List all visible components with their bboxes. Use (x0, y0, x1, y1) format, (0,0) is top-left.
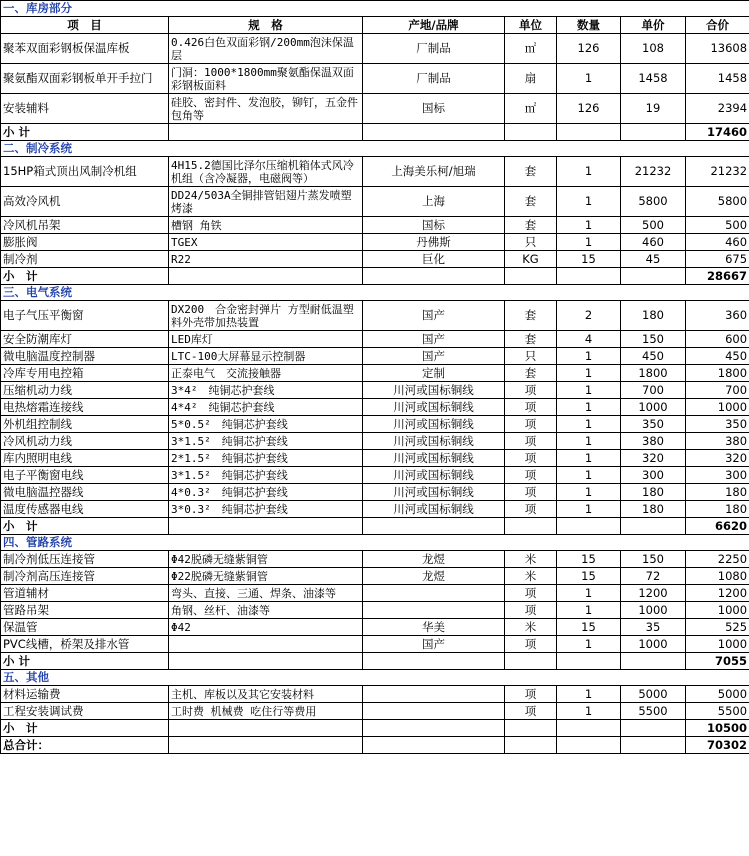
subtotal-value: 7055 (686, 653, 749, 670)
item-total: 5500 (686, 703, 749, 720)
item-name: 安装辅料 (1, 94, 169, 124)
header-item: 项 目 (1, 17, 169, 34)
item-total: 500 (686, 217, 749, 234)
item-origin: 川河或国标铜线 (363, 484, 505, 501)
item-spec: 4H15.2德国比泽尔压缩机箱体式风冷机组（含冷凝器，电磁阀等） (169, 157, 363, 187)
section-title: 四、管路系统 (1, 535, 749, 551)
header-total: 合价 (686, 17, 749, 34)
item-qty: 1 (557, 217, 621, 234)
item-price: 72 (621, 568, 686, 585)
item-unit: 项 (505, 686, 557, 703)
item-price: 1200 (621, 585, 686, 602)
item-total: 1000 (686, 602, 749, 619)
empty-cell (363, 124, 505, 141)
subtotal-label: 小 计 (1, 124, 169, 141)
item-unit: 项 (505, 416, 557, 433)
empty-cell (363, 737, 505, 754)
item-unit: 套 (505, 187, 557, 217)
header-unit: 单位 (505, 17, 557, 34)
subtotal-value: 6620 (686, 518, 749, 535)
section-title: 五、其他 (1, 670, 749, 686)
header-spec: 规 格 (169, 17, 363, 34)
item-spec: 门洞：1000*1800mm聚氨酯保温双面彩钢板面料 (169, 64, 363, 94)
item-total: 675 (686, 251, 749, 268)
item-qty: 1 (557, 365, 621, 382)
item-origin: 川河或国标铜线 (363, 416, 505, 433)
item-unit: 项 (505, 585, 557, 602)
subtotal-row (1, 518, 749, 535)
item-origin (363, 602, 505, 619)
item-name: 保温管 (1, 619, 169, 636)
table-row (1, 551, 749, 568)
item-unit: 项 (505, 382, 557, 399)
item-spec: TGEX (169, 234, 363, 251)
empty-cell (363, 653, 505, 670)
header-qty: 数量 (557, 17, 621, 34)
item-origin: 川河或国标铜线 (363, 382, 505, 399)
item-spec: DD24/503A全铜排管铝翅片蒸发喷塑烤漆 (169, 187, 363, 217)
item-name: 电子平衡窗电线 (1, 467, 169, 484)
section-title: 一、库房部分 (1, 1, 749, 17)
table-row (1, 331, 749, 348)
item-total: 360 (686, 301, 749, 331)
item-unit: ㎡ (505, 34, 557, 64)
table-row (1, 234, 749, 251)
item-spec: 主机、库板以及其它安装材料 (169, 686, 363, 703)
item-unit: 项 (505, 450, 557, 467)
table-row (1, 34, 749, 64)
item-total: 300 (686, 467, 749, 484)
empty-cell (557, 124, 621, 141)
empty-cell (169, 268, 363, 285)
item-price: 350 (621, 416, 686, 433)
item-name: 膨胀阀 (1, 234, 169, 251)
item-price: 108 (621, 34, 686, 64)
item-name: 材料运输费 (1, 686, 169, 703)
item-qty: 15 (557, 568, 621, 585)
item-name: 聚氨酯双面彩钢板单开手拉门 (1, 64, 169, 94)
item-total: 21232 (686, 157, 749, 187)
item-unit: 项 (505, 703, 557, 720)
item-price: 150 (621, 331, 686, 348)
subtotal-label: 小 计 (1, 653, 169, 670)
item-total: 180 (686, 501, 749, 518)
empty-cell (169, 518, 363, 535)
empty-cell (169, 737, 363, 754)
item-origin: 巨化 (363, 251, 505, 268)
item-name: 电子气压平衡窗 (1, 301, 169, 331)
empty-cell (621, 268, 686, 285)
item-origin: 国产 (363, 636, 505, 653)
item-price: 1000 (621, 399, 686, 416)
item-price: 320 (621, 450, 686, 467)
item-total: 2250 (686, 551, 749, 568)
table-row (1, 365, 749, 382)
empty-cell (505, 124, 557, 141)
table-row (1, 703, 749, 720)
item-origin: 龙煜 (363, 568, 505, 585)
empty-cell (621, 518, 686, 535)
empty-cell (557, 720, 621, 737)
item-price: 380 (621, 433, 686, 450)
item-price: 1458 (621, 64, 686, 94)
section-title: 二、制冷系统 (1, 141, 749, 157)
item-unit: 项 (505, 433, 557, 450)
grand-total-label: 总合计： (1, 737, 169, 754)
item-total: 1080 (686, 568, 749, 585)
item-unit: 项 (505, 501, 557, 518)
subtotal-label: 小 计 (1, 518, 169, 535)
empty-cell (363, 720, 505, 737)
item-name: 温度传感器电线 (1, 501, 169, 518)
item-price: 150 (621, 551, 686, 568)
item-spec: 0.426白色双面彩钢/200mm泡沫保温层 (169, 34, 363, 64)
item-origin: 龙煜 (363, 551, 505, 568)
subtotal-value: 28667 (686, 268, 749, 285)
item-unit: 项 (505, 636, 557, 653)
item-total: 700 (686, 382, 749, 399)
section-title-row (1, 1, 749, 17)
item-qty: 126 (557, 34, 621, 64)
item-total: 5000 (686, 686, 749, 703)
item-qty: 1 (557, 602, 621, 619)
item-price: 5800 (621, 187, 686, 217)
item-total: 460 (686, 234, 749, 251)
item-spec: 4*4² 纯铜芯护套线 (169, 399, 363, 416)
table-row (1, 187, 749, 217)
item-total: 600 (686, 331, 749, 348)
item-origin: 上海 (363, 187, 505, 217)
table-row (1, 301, 749, 331)
item-total: 1000 (686, 636, 749, 653)
item-qty: 1 (557, 686, 621, 703)
table-row (1, 433, 749, 450)
item-qty: 1 (557, 636, 621, 653)
item-origin: 国产 (363, 331, 505, 348)
item-price: 460 (621, 234, 686, 251)
item-total: 380 (686, 433, 749, 450)
item-spec: 正泰电气 交流接触器 (169, 365, 363, 382)
item-qty: 126 (557, 94, 621, 124)
item-name: 制冷剂高压连接管 (1, 568, 169, 585)
item-qty: 1 (557, 64, 621, 94)
item-qty: 1 (557, 399, 621, 416)
table-row (1, 602, 749, 619)
empty-cell (169, 720, 363, 737)
empty-cell (505, 268, 557, 285)
item-price: 700 (621, 382, 686, 399)
item-price: 500 (621, 217, 686, 234)
section-title-row (1, 535, 749, 551)
item-name: 压缩机动力线 (1, 382, 169, 399)
subtotal-value: 10500 (686, 720, 749, 737)
item-spec: Φ42 (169, 619, 363, 636)
item-price: 450 (621, 348, 686, 365)
item-qty: 1 (557, 416, 621, 433)
item-unit: 项 (505, 602, 557, 619)
item-unit: KG (505, 251, 557, 268)
subtotal-row (1, 268, 749, 285)
item-spec: 3*1.5² 纯铜芯护套线 (169, 467, 363, 484)
section-title-row (1, 285, 749, 301)
item-qty: 1 (557, 382, 621, 399)
item-name: 高效冷风机 (1, 187, 169, 217)
item-spec: LED库灯 (169, 331, 363, 348)
item-qty: 1 (557, 585, 621, 602)
grand-total-value: 70302 (686, 737, 749, 754)
item-spec: Φ42脱磷无缝紫铜管 (169, 551, 363, 568)
item-origin: 定制 (363, 365, 505, 382)
subtotal-row (1, 653, 749, 670)
table-row (1, 416, 749, 433)
item-price: 19 (621, 94, 686, 124)
item-unit: 米 (505, 551, 557, 568)
item-name: 工程安装调试费 (1, 703, 169, 720)
item-total: 2394 (686, 94, 749, 124)
item-price: 5500 (621, 703, 686, 720)
item-spec: DX200 合金密封弹片 方型耐低温塑料外壳带加热装置 (169, 301, 363, 331)
item-price: 300 (621, 467, 686, 484)
item-total: 1800 (686, 365, 749, 382)
empty-cell (557, 268, 621, 285)
table-row (1, 585, 749, 602)
item-total: 450 (686, 348, 749, 365)
item-name: 15HP箱式顶出风制冷机组 (1, 157, 169, 187)
item-spec: 角钢、丝杆、油漆等 (169, 602, 363, 619)
item-origin: 国标 (363, 94, 505, 124)
table-row (1, 251, 749, 268)
item-name: 安全防潮库灯 (1, 331, 169, 348)
item-unit: 套 (505, 217, 557, 234)
item-name: 冷风机动力线 (1, 433, 169, 450)
item-price: 180 (621, 301, 686, 331)
item-qty: 1 (557, 157, 621, 187)
item-qty: 1 (557, 450, 621, 467)
header-row (1, 17, 749, 34)
empty-cell (363, 268, 505, 285)
item-price: 1000 (621, 602, 686, 619)
item-spec: 2*1.5² 纯铜芯护套线 (169, 450, 363, 467)
item-unit: 套 (505, 157, 557, 187)
item-unit: 套 (505, 365, 557, 382)
grand-total-row (1, 737, 749, 754)
item-spec: 3*4² 纯铜芯护套线 (169, 382, 363, 399)
item-spec (169, 636, 363, 653)
item-unit: 项 (505, 484, 557, 501)
empty-cell (169, 124, 363, 141)
empty-cell (557, 737, 621, 754)
table-row (1, 64, 749, 94)
item-qty: 15 (557, 619, 621, 636)
item-qty: 1 (557, 484, 621, 501)
item-origin (363, 703, 505, 720)
item-spec: 弯头、直接、三通、焊条、油漆等 (169, 585, 363, 602)
table-row (1, 157, 749, 187)
item-qty: 1 (557, 501, 621, 518)
empty-cell (621, 124, 686, 141)
item-unit: 项 (505, 399, 557, 416)
item-origin: 厂制品 (363, 34, 505, 64)
item-origin: 国产 (363, 301, 505, 331)
item-spec: R22 (169, 251, 363, 268)
item-unit: 项 (505, 467, 557, 484)
item-name: PVC线槽，桥架及排水管 (1, 636, 169, 653)
item-qty: 1 (557, 187, 621, 217)
item-origin (363, 585, 505, 602)
item-qty: 1 (557, 234, 621, 251)
item-spec: 3*0.3² 纯铜芯护套线 (169, 501, 363, 518)
empty-cell (557, 653, 621, 670)
item-origin: 川河或国标铜线 (363, 399, 505, 416)
empty-cell (557, 518, 621, 535)
item-qty: 4 (557, 331, 621, 348)
item-price: 1000 (621, 636, 686, 653)
empty-cell (505, 737, 557, 754)
item-qty: 1 (557, 467, 621, 484)
item-origin (363, 686, 505, 703)
item-total: 1200 (686, 585, 749, 602)
item-spec: 4*0.3² 纯铜芯护套线 (169, 484, 363, 501)
empty-cell (505, 518, 557, 535)
item-total: 13608 (686, 34, 749, 64)
table-row (1, 686, 749, 703)
empty-cell (169, 653, 363, 670)
table-row (1, 94, 749, 124)
item-spec: LTC-100大屏幕显示控制器 (169, 348, 363, 365)
table-row (1, 382, 749, 399)
item-price: 5000 (621, 686, 686, 703)
item-unit: 套 (505, 331, 557, 348)
item-origin: 厂制品 (363, 64, 505, 94)
item-origin: 川河或国标铜线 (363, 450, 505, 467)
item-price: 35 (621, 619, 686, 636)
item-origin: 华美 (363, 619, 505, 636)
empty-cell (621, 653, 686, 670)
item-total: 180 (686, 484, 749, 501)
item-origin: 丹佛斯 (363, 234, 505, 251)
item-qty: 1 (557, 433, 621, 450)
item-name: 微电脑温控器线 (1, 484, 169, 501)
table-row (1, 399, 749, 416)
item-price: 1800 (621, 365, 686, 382)
item-total: 350 (686, 416, 749, 433)
item-total: 1458 (686, 64, 749, 94)
item-qty: 1 (557, 348, 621, 365)
header-price: 单价 (621, 17, 686, 34)
item-name: 冷风机吊架 (1, 217, 169, 234)
section-title: 三、电气系统 (1, 285, 749, 301)
section-title-row (1, 670, 749, 686)
item-name: 电热熔霜连接线 (1, 399, 169, 416)
item-total: 5800 (686, 187, 749, 217)
item-origin: 国产 (363, 348, 505, 365)
table-row (1, 484, 749, 501)
subtotal-row (1, 720, 749, 737)
subtotal-row (1, 124, 749, 141)
item-name: 外机组控制线 (1, 416, 169, 433)
table-row (1, 501, 749, 518)
section-title-row (1, 141, 749, 157)
item-qty: 1 (557, 703, 621, 720)
item-name: 制冷剂低压连接管 (1, 551, 169, 568)
item-unit: 米 (505, 568, 557, 585)
item-price: 180 (621, 484, 686, 501)
item-qty: 15 (557, 251, 621, 268)
table-row (1, 636, 749, 653)
item-unit: 套 (505, 301, 557, 331)
item-name: 微电脑温度控制器 (1, 348, 169, 365)
item-price: 180 (621, 501, 686, 518)
subtotal-label: 小 计 (1, 720, 169, 737)
item-total: 1000 (686, 399, 749, 416)
table-row (1, 619, 749, 636)
item-origin: 上海美乐柯/旭瑞 (363, 157, 505, 187)
item-price: 21232 (621, 157, 686, 187)
item-spec: 工时费 机械费 吃住行等费用 (169, 703, 363, 720)
item-spec: 硅胶、密封件、发泡胶，铆钉，五金件包角等 (169, 94, 363, 124)
table-row (1, 348, 749, 365)
item-spec: Φ22脱磷无缝紫铜管 (169, 568, 363, 585)
item-unit: ㎡ (505, 94, 557, 124)
item-origin: 川河或国标铜线 (363, 433, 505, 450)
item-total: 525 (686, 619, 749, 636)
item-origin: 川河或国标铜线 (363, 467, 505, 484)
item-name: 管路吊架 (1, 602, 169, 619)
item-qty: 15 (557, 551, 621, 568)
empty-cell (505, 653, 557, 670)
empty-cell (621, 737, 686, 754)
item-spec: 槽钢 角铁 (169, 217, 363, 234)
empty-cell (621, 720, 686, 737)
item-name: 聚苯双面彩钢板保温库板 (1, 34, 169, 64)
item-total: 320 (686, 450, 749, 467)
item-qty: 2 (557, 301, 621, 331)
item-unit: 只 (505, 348, 557, 365)
item-origin: 国标 (363, 217, 505, 234)
table-row (1, 568, 749, 585)
empty-cell (505, 720, 557, 737)
empty-cell (363, 518, 505, 535)
item-name: 制冷剂 (1, 251, 169, 268)
item-spec: 3*1.5² 纯铜芯护套线 (169, 433, 363, 450)
item-unit: 米 (505, 619, 557, 636)
table-row (1, 217, 749, 234)
item-unit: 扇 (505, 64, 557, 94)
item-name: 管道辅材 (1, 585, 169, 602)
item-name: 库内照明电线 (1, 450, 169, 467)
header-origin: 产地/品牌 (363, 17, 505, 34)
item-name: 冷库专用电控箱 (1, 365, 169, 382)
table-row (1, 467, 749, 484)
item-spec: 5*0.5² 纯铜芯护套线 (169, 416, 363, 433)
subtotal-label: 小 计 (1, 268, 169, 285)
table-row (1, 450, 749, 467)
item-origin: 川河或国标铜线 (363, 501, 505, 518)
subtotal-value: 17460 (686, 124, 749, 141)
item-unit: 只 (505, 234, 557, 251)
item-price: 45 (621, 251, 686, 268)
